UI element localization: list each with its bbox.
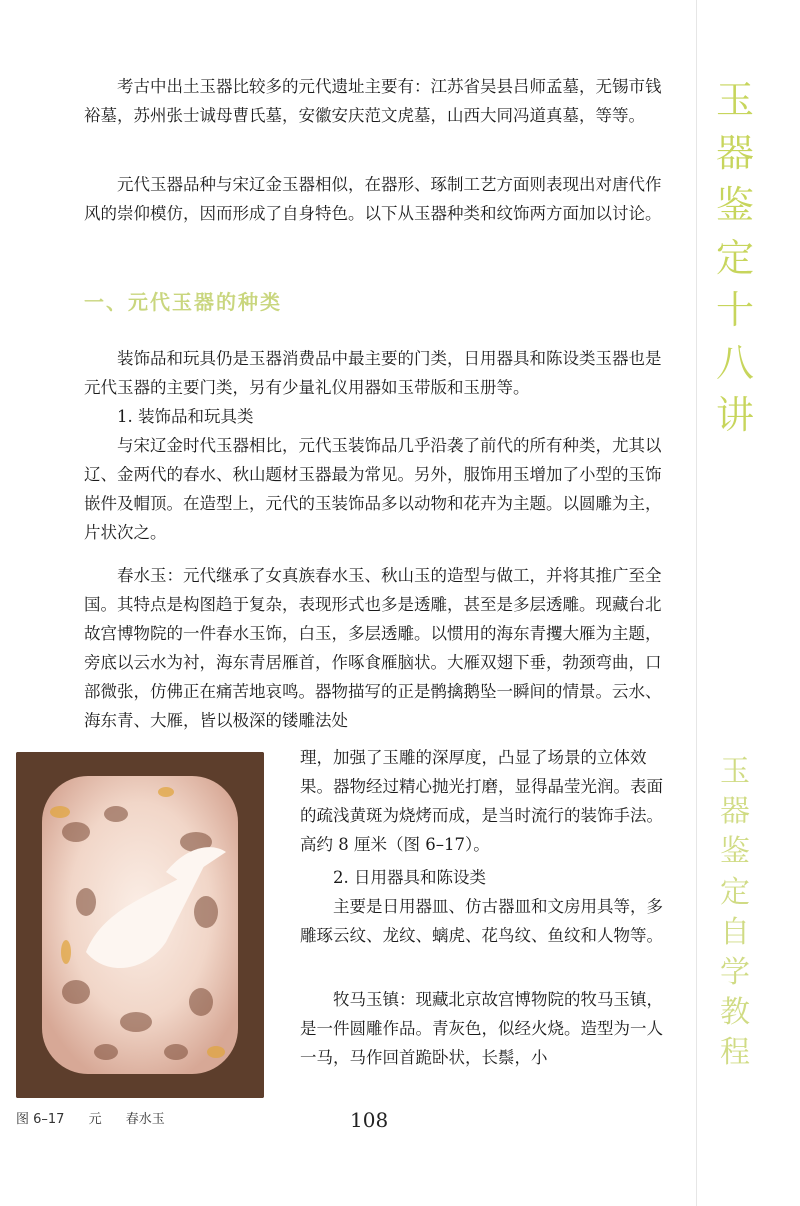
book-subtitle-vertical [700,752,770,1074]
book-title-char: 鉴 [715,183,754,227]
book-subtitle-char: 程 [720,1035,750,1071]
book-subtitle-char: 学 [720,955,750,991]
caption-title: 春水玉 [125,1112,165,1127]
book-subtitle-char: 定 [720,874,750,910]
figure-caption [16,1108,185,1127]
caption-number: 图 6–17 [16,1112,65,1127]
paragraph-horse-paperweight: 牧马玉镇：现藏北京故宫博物院的牧马玉镇，是一件圆雕作品。青灰色，似经火烧。造型为一人一马，马作回首跪卧状，长鬃，小 [300,990,663,1067]
jade-carving-photo [16,752,264,1098]
section-heading: 一、元代玉器的种类 [84,290,282,314]
book-subtitle-char: 鉴 [720,834,750,870]
book-title-vertical [700,74,770,442]
paragraph-ornaments: 与宋辽金时代玉器相比，元代玉装饰品几乎沿袭了前代的所有种类，尤其以辽、金两代的春水、秋山题材玉器最为常见。另外，服饰用玉增加了小型的玉饰嵌件及帽顶。在造型上，元代的玉装饰品多以动物和花卉为主题。以圆雕为主，片状次之。 [84,436,662,542]
paragraph-categories-intro: 装饰品和玩具仍是玉器消费品中最主要的门类，日用器具和陈设类玉器也是元代玉器的主要门类，另有少量礼仪用器如玉带版和玉册等。 [84,349,662,397]
paragraph-utensils: 主要是日用器皿、仿古器皿和文房用具等，多雕琢云纹、龙纹、螭虎、花鸟纹、鱼纹和人物等。 [300,897,663,945]
book-subtitle-char: 器 [720,794,750,830]
book-title-char: 玉 [715,78,754,122]
paragraph-excavation-sites: 考古中出土玉器比较多的元代遗址主要有：江苏省吴县吕师孟墓，无锡市钱裕墓，苏州张士诚母曹氏墓，安徽安庆范文虎墓，山西大同冯道真墓，等等。 [84,77,662,125]
paragraph-spring-water-jade-cont: 理，加强了玉雕的深厚度，凸显了场景的立体效果。器物经过精心抛光打磨，显得晶莹光润。表面的疏浅黄斑为烧烤而成，是当时流行的装饰手法。高约 8 厘米（图 6–17）。 [300,748,663,854]
paragraph-spring-water-jade: 春水玉：元代继承了女真族春水玉、秋山玉的造型与做工，并将其推广至全国。其特点是构图趋于复杂，表现形式也多是透雕，甚至是多层透雕。现藏台北故宫博物院的一件春水玉饰，白玉，多层透雕。以惯用的海东青攫大雁为主题，旁底以云水为衬，海东青居雁首，作啄食雁脑状。大雁双翅下垂，勃颈弯曲，口部微张，仿佛正在痛苦地哀鸣。器物描写的正是鹘擒鹅坠一瞬间的情景。云水、海东青、大雁，皆以极深的镂雕法处 [84,566,662,730]
book-subtitle-char: 自 [720,914,750,950]
book-title-char: 十 [715,288,754,332]
margin-rule [696,0,697,1206]
page-number: 108 [350,1108,389,1132]
book-title-char: 器 [715,130,754,175]
book-title-char: 八 [715,340,754,385]
book-title-char: 讲 [715,393,754,437]
book-title-char: 定 [715,235,754,280]
caption-era: 元 [88,1112,102,1127]
book-subtitle-char: 教 [720,995,750,1031]
subheading-ornaments: 1. 装饰品和玩具类 [117,407,254,426]
paragraph-yuan-jade-features: 元代玉器品种与宋辽金玉器相似，在器形、琢制工艺方面则表现出对唐代作风的崇仰模仿，因而形成了自身特色。以下从玉器种类和纹饰两方面加以讨论。 [84,175,662,223]
book-subtitle-char: 玉 [720,754,750,789]
subheading-utensils: 2. 日用器具和陈设类 [333,868,486,887]
